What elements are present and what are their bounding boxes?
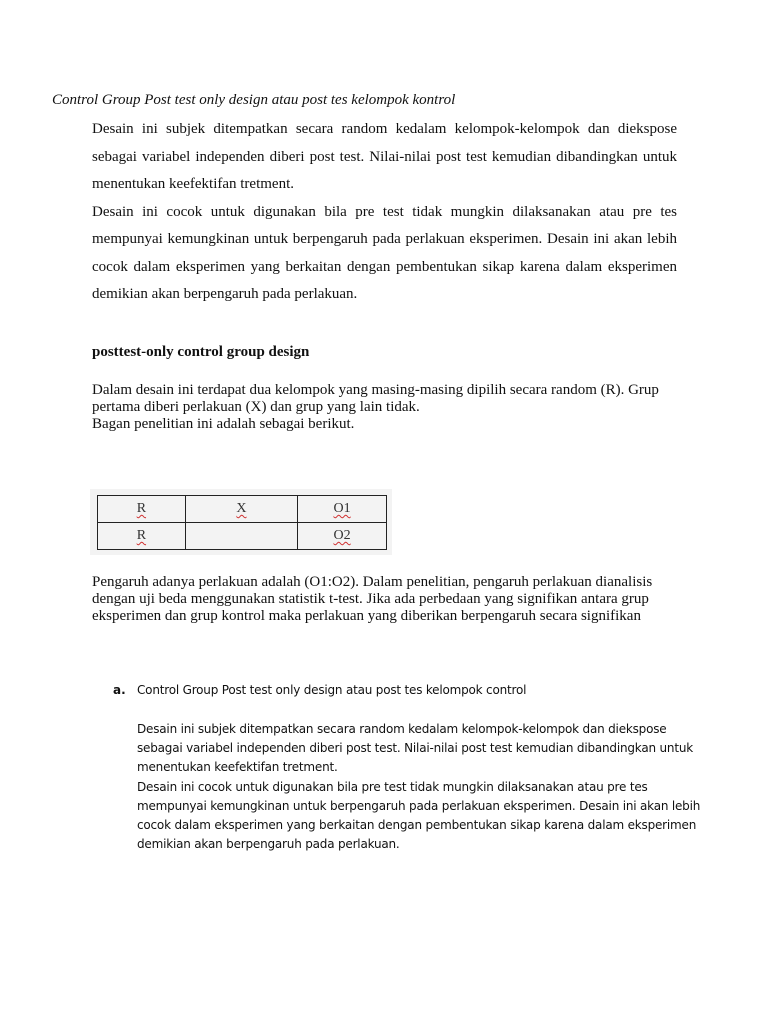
- table-row: [98, 496, 387, 523]
- paragraph-line: Pengaruh adanya perlakuan adalah (O1:O2). Dalam penelitian, pengaruh perlakuan dianalisis: [92, 574, 653, 590]
- table-cell: [185, 523, 297, 550]
- paragraph-line: demikian akan berpengaruh pada perlakuan.: [137, 837, 400, 852]
- design-table: [97, 495, 387, 550]
- paragraph-line: demikian akan berpengaruh pada perlakuan.: [92, 286, 358, 302]
- paragraph-line: Desain ini cocok untuk digunakan bila pre test tidak mungkin dilaksanakan atau pre tes: [92, 203, 677, 220]
- paragraph-line: cocok dalam eksperimen yang berkaitan dengan pembentukan sikap karena dalam eksperimen: [92, 258, 677, 275]
- paragraph-line: pertama diberi perlakuan (X) dan grup yang lain tidak.: [92, 399, 420, 415]
- paragraph-line: Dalam desain ini terdapat dua kelompok yang masing-masing dipilih secara random (R). Grup: [92, 382, 659, 398]
- paragraph-line: menentukan keefektifan tretment.: [137, 760, 338, 775]
- table-cell: R: [98, 523, 186, 550]
- list-marker: a.: [113, 683, 126, 697]
- section-heading: posttest-only control group design: [92, 344, 310, 360]
- section-title: Control Group Post test only design atau post tes kelompok kontrol: [52, 92, 456, 108]
- paragraph-line: sebagai variabel independen diberi post test. Nilai-nilai post test kemudian dibandingkan untuk: [92, 148, 677, 165]
- paragraph-line: menentukan keefektifan tretment.: [92, 176, 294, 192]
- paragraph-line: eksperimen dan grup kontrol maka perlakuan yang diberikan berpengaruh secara signifikan: [92, 608, 641, 624]
- paragraph-line: Desain ini subjek ditempatkan secara random kedalam kelompok-kelompok dan diekspose: [137, 722, 667, 736]
- paragraph-description: [92, 382, 692, 433]
- paragraph-line: Bagan penelitian ini adalah sebagai berikut.: [92, 416, 355, 432]
- table-cell: O2: [298, 523, 387, 550]
- paragraph-intro: [92, 116, 677, 309]
- table-cell: O1: [298, 496, 387, 523]
- design-table-image: [90, 489, 392, 555]
- paragraph-line: sebagai variabel independen diberi post test. Nilai-nilai post test kemudian dibandingkan untuk: [137, 741, 693, 756]
- paragraph-analysis: [92, 574, 692, 625]
- table-cell: X: [185, 496, 297, 523]
- list-item-title: Control Group Post test only design atau post tes kelompok control: [137, 683, 527, 697]
- paragraph-line: Desain ini cocok untuk digunakan bila pre test tidak mungkin dilaksanakan atau pre tes: [137, 779, 648, 794]
- paragraph-line: Desain ini subjek ditempatkan secara random kedalam kelompok-kelompok dan diekspose: [92, 121, 677, 137]
- paragraph-line: dengan uji beda menggunakan statistik t-test. Jika ada perbedaan yang signifikan antara grup: [92, 591, 649, 607]
- paragraph-line: mempunyai kemungkinan untuk berpengaruh pada perlakuan eksperimen. Desain ini akan lebih: [92, 231, 677, 247]
- paragraph-line: cocok dalam eksperimen yang berkaitan dengan pembentukan sikap karena dalam eksperimen: [137, 818, 697, 833]
- table-row: [98, 523, 387, 550]
- paragraph-line: mempunyai kemungkinan untuk berpengaruh pada perlakuan eksperimen. Desain ini akan lebih: [137, 798, 701, 813]
- table-cell: R: [98, 496, 186, 523]
- paragraph-list-body: [137, 720, 701, 854]
